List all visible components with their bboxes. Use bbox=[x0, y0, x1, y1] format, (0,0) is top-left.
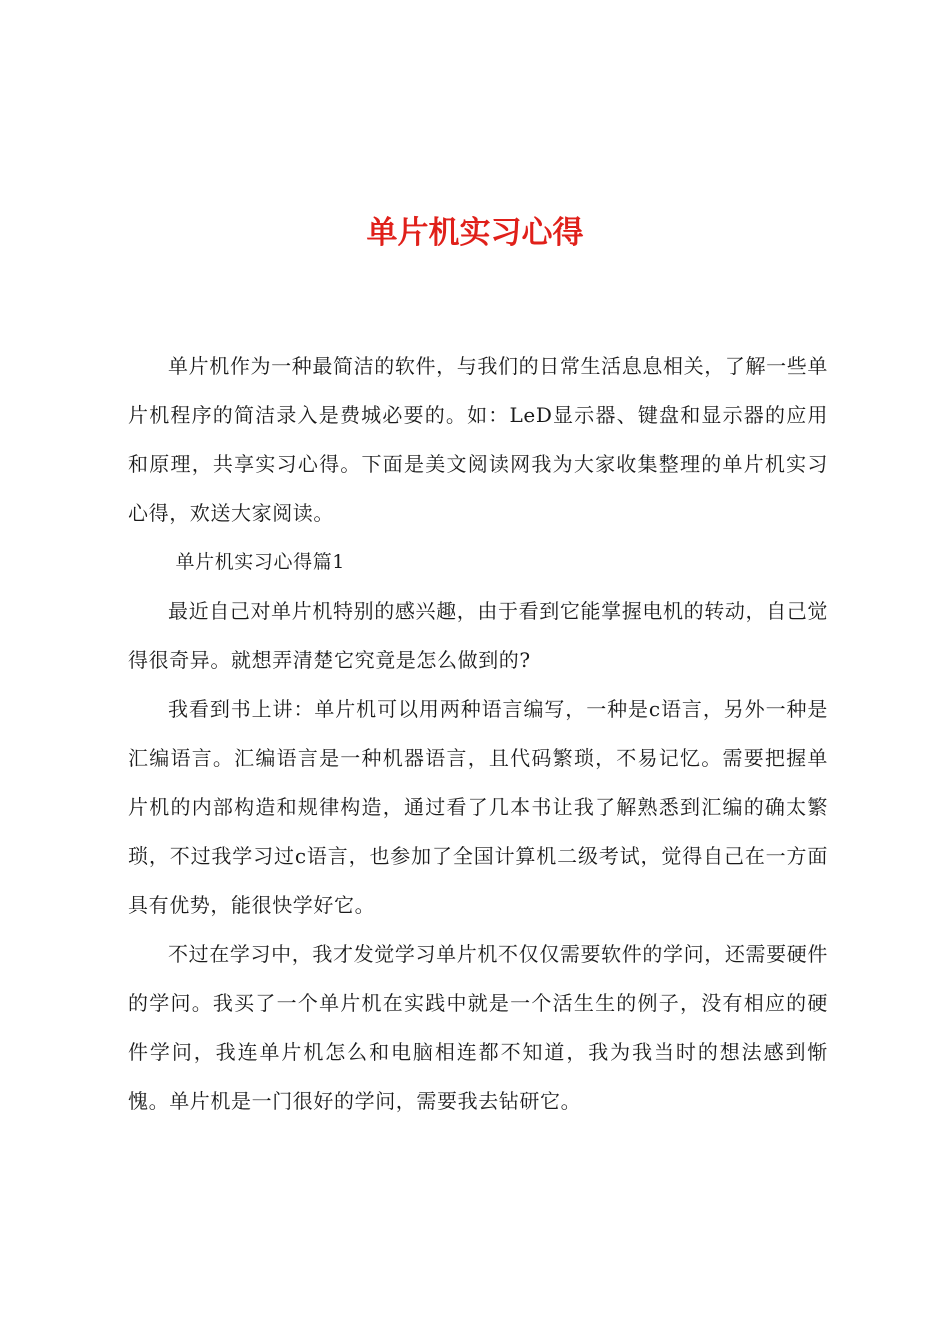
section-heading: 单片机实习心得篇1 bbox=[175, 551, 345, 573]
paragraph: 我看到书上讲：单片机可以用两种语言编写，一种是c语言，另外一种是汇编语言。汇编语言是一种机器语言，且代码繁琐，不易记忆。需要把握单片机的内部构造和规律构造，通过看了几本书让我了解熟悉到汇编的确太繁琐，不过我学习过c语言，也参加了全国计算机二级考试，觉得自己在一方面具有优势，能很快学好它。 bbox=[128, 697, 828, 917]
document-title: 单片机实习心得 bbox=[366, 215, 584, 251]
paragraph: 不过在学习中，我才发觉学习单片机不仅仅需要软件的学问，还需要硬件的学问。我买了一个单片机在实践中就是一个活生生的例子，没有相应的硬件学问，我连单片机怎么和电脑相连都不知道，我为我当时的想法感到惭愧。单片机是一门很好的学问，需要我去钻研它。 bbox=[128, 942, 828, 1113]
paragraph: 最近自己对单片机特别的感兴趣，由于看到它能掌握电机的转动，自己觉得很奇异。就想弄清楚它究竟是怎么做到的? bbox=[128, 599, 828, 672]
document-body bbox=[128, 342, 828, 1126]
paragraph-intro: 单片机作为一种最简洁的软件，与我们的日常生活息息相关，了解一些单片机程序的简洁录入是费城必要的。如：LeD显示器、键盘和显示器的应用和原理，共享实习心得。下面是美文阅读网我为大家收集整理的单片机实习心得，欢送大家阅读。 bbox=[128, 354, 828, 525]
